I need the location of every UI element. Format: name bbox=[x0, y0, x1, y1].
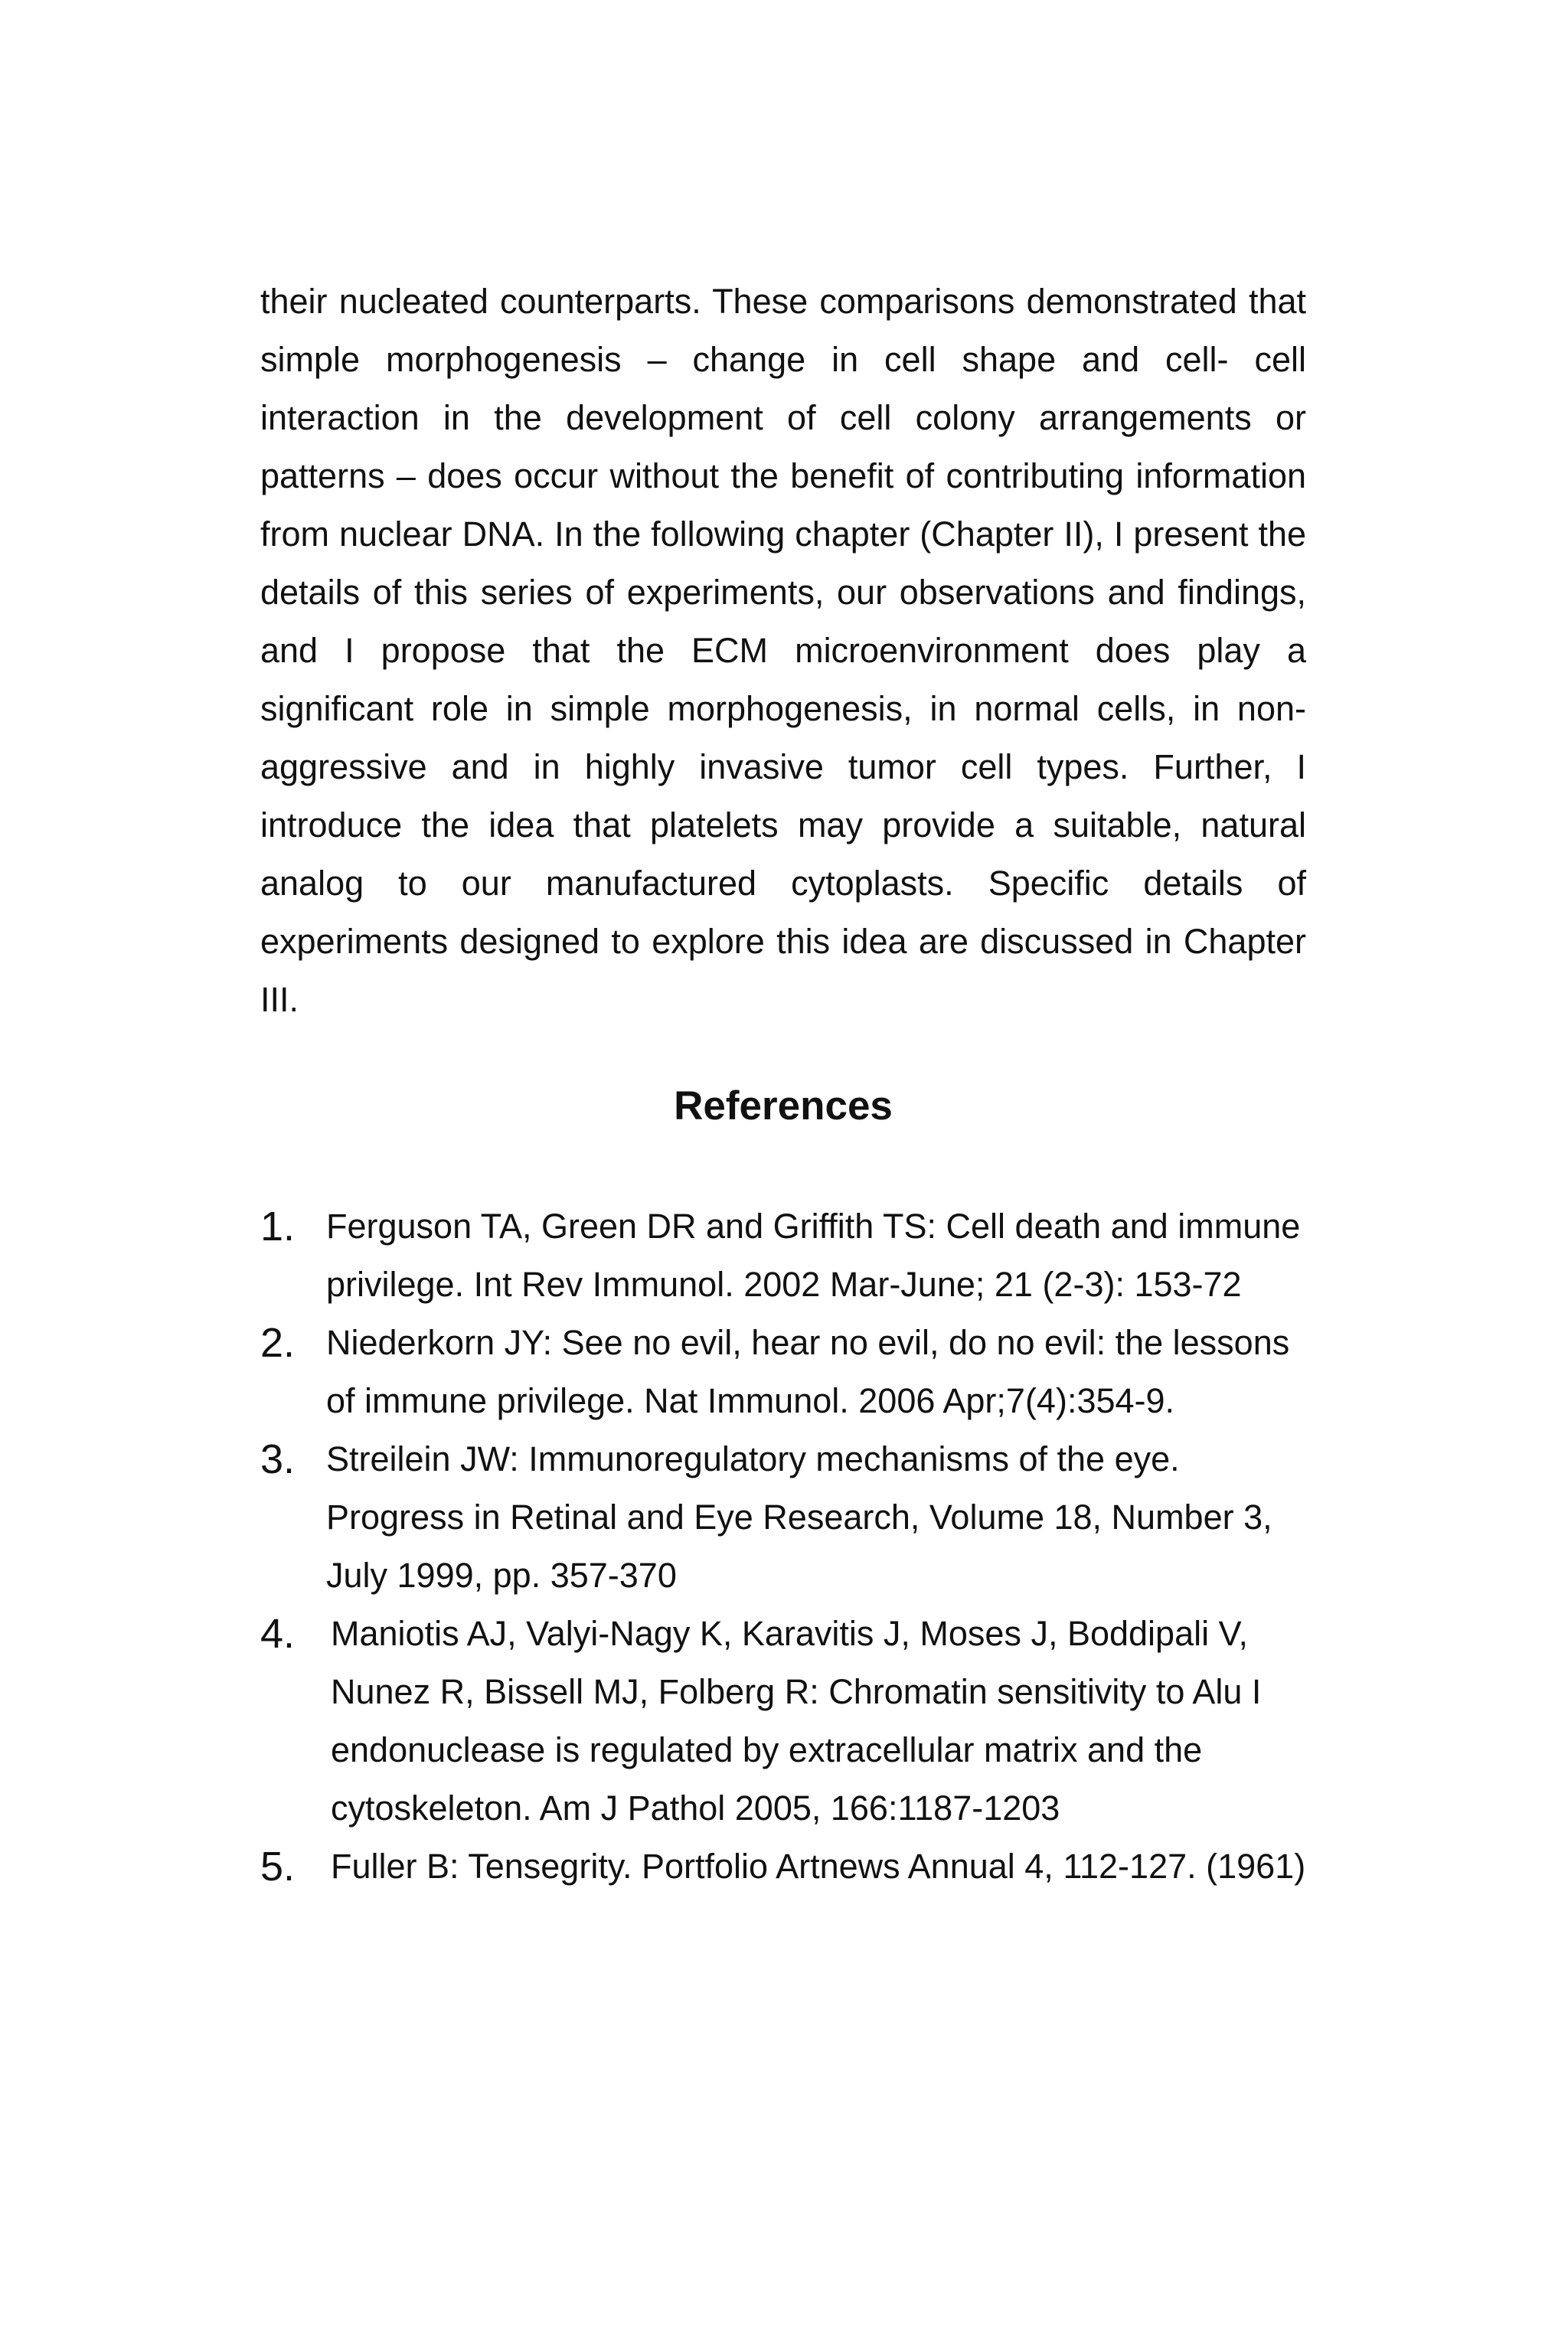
reference-text: Niederkorn JY: See no evil, hear no evil, do no evil: the lessons of immune privilege. Nat Immunol. 2006 Apr;7(4):354-9. bbox=[326, 1323, 1290, 1420]
reference-number: 2. bbox=[260, 1320, 296, 1366]
reference-item-3 bbox=[260, 1430, 1306, 1605]
reference-item-2 bbox=[260, 1314, 1306, 1430]
reference-text: Fuller B: Tensegrity. Portfolio Artnews Annual 4, 112-127. (1961) bbox=[331, 1847, 1306, 1886]
reference-item-4 bbox=[260, 1605, 1306, 1838]
reference-number: 4. bbox=[260, 1611, 296, 1657]
reference-item-5 bbox=[260, 1838, 1306, 1896]
references-heading: References bbox=[674, 1083, 893, 1129]
reference-text: Maniotis AJ, Valyi-Nagy K, Karavitis J, Moses J, Boddipali V, Nunez R, Bissell MJ, Folberg R: Chromatin sensitivity to Alu I endonuclease is regulated by extracellular matrix and the cytoskeleton. Am J Pathol 2005, 166:1187-1203 bbox=[331, 1614, 1262, 1828]
reference-list bbox=[260, 1197, 1306, 1896]
reference-number: 3. bbox=[260, 1436, 296, 1482]
reference-number: 1. bbox=[260, 1204, 296, 1250]
reference-item-1 bbox=[260, 1197, 1306, 1314]
reference-number: 5. bbox=[260, 1844, 296, 1890]
reference-text: Streilein JW: Immunoregulatory mechanisms of the eye. Progress in Retinal and Eye Research, Volume 18, Number 3, July 1999, pp. 357-370 bbox=[326, 1439, 1272, 1595]
reference-text: Ferguson TA, Green DR and Griffith TS: Cell death and immune privilege. Int Rev Immunol. 2002 Mar-June; 21 (2-3): 153-72 bbox=[326, 1207, 1301, 1304]
body-paragraph: their nucleated counterparts. These comparisons demonstrated that simple morphogenesis – change in cell shape and cell- cell interaction in the development of cell colony arrangements or patterns – does occur without the benefit of contributing information from nuclear DNA. In the following chapter (Chapter II), I present the details of this series of experiments, our observations and findings, and I propose that the ECM microenvironment does play a significant role in simple morphogenesis, in normal cells, in non-aggressive and in highly invasive tumor cell types. Further, I introduce the idea that platelets may provide a suitable, natural analog to our manufactured cytoplasts. Specific details of experiments designed to explore this idea are discussed in Chapter III. bbox=[260, 282, 1306, 1019]
